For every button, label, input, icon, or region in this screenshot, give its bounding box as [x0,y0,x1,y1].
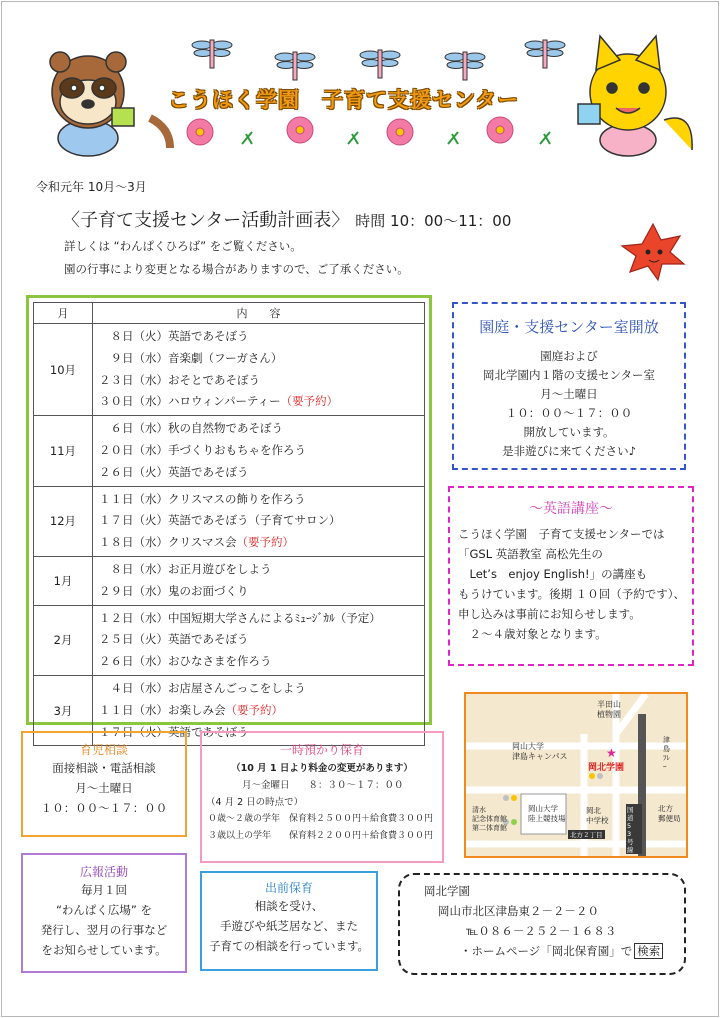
event-text: ８日（火）英語であそぼう [99,329,249,343]
kouho-line: をお知らせしています。 [41,943,167,957]
col-content-header: 内 容 [93,303,425,324]
map-label: 北方２丁目 [570,831,603,839]
map-school-label: 岡北学園 [588,763,625,773]
schedule-table [33,302,425,746]
banner-title [168,84,519,114]
ikuji-line: １０：００～１７：００ [40,801,168,815]
map-label: 北方 郵便局 [658,804,681,823]
note-line-2: 園の行事により変更となる場合がありますので、ご了承ください。 [64,262,409,276]
english-line: もうけています。後期 １０回（予約です）、 [458,587,685,601]
event-text: ８日（水）お正月遊びをしよう [99,561,272,576]
school-address: 岡山市北区津島東２－２－２０ [438,904,599,918]
event-text: １２日（水）中国短期大学さんによるﾐｭｰｼﾞｶﾙ（予定） [99,610,381,625]
demae-line: 手遊びや紙芝居など、また [220,919,358,933]
map-label: 国道53号線 [627,806,634,854]
month-cell: 2月 [34,605,93,675]
schedule-month-row [34,324,425,416]
event-item [99,700,424,722]
event-text: １８日（水）クリスマス会 [99,535,237,550]
event-text: ２０日（水）手づくりおもちゃを作ろう [99,442,306,457]
page-title [62,206,511,232]
pr-activities-title: 広報活動 [79,865,128,879]
garden-line: 是非遊びに来てください♪ [502,444,636,458]
dragonfly-icon [192,40,565,80]
cosmos-flowers-icon [187,117,550,145]
english-line: 「GSL 英語教室 高松先生の [458,547,603,561]
event-text: ２６日（水）おひなさまを作ろう [99,654,272,669]
pr-activities-box [21,853,187,973]
event-text: １７日（火）英語であそぼう（子育てサロン） [99,513,341,528]
event-item [99,651,424,673]
event-item [99,532,424,554]
event-item [99,391,424,413]
schedule-month-row [34,416,425,486]
temporary-care-title: 一時預かり保育 [279,743,364,757]
note-line-1: 詳しくは “わんぱくひろば” をご覧ください。 [64,239,302,253]
event-item [99,418,424,440]
map-label: 岡山大学 津島キャンパス [512,742,568,761]
demae-line: 相談を受け、 [254,899,324,913]
demae-line: 子育ての相談を行っています。 [208,939,370,953]
schedule-month-row [34,605,425,675]
event-item [99,348,424,370]
banner-title-center: 子育て支援センター [322,88,520,112]
month-cell: 1月 [34,556,93,605]
maple-leaf-icon [618,222,688,282]
events-cell [93,324,425,416]
temporary-care-fee: ３歳以上の学年 保育料２２００円＋給食費３００円 [208,831,434,841]
english-line: Let’s enjoy English!」の講座も [458,567,648,581]
star-icon: ★ [606,746,617,760]
events-cell [93,556,425,605]
event-item [99,440,424,462]
month-cell: 3月 [34,675,93,745]
english-course-title: ～英語講座～ [529,501,613,517]
schedule-header-row [34,303,425,324]
events-cell [93,605,425,675]
event-item [99,608,424,630]
kouho-line: “わんぱく広場” を [55,903,153,917]
event-text: １７日（火）英語であそぼう [99,724,249,739]
reservation-required-note: （要予約） [280,394,339,409]
event-text: ６日（水）秋の自然物であそぼう [99,421,283,436]
heading-time: 時間 10：00～11：00 [355,212,512,230]
period-label: 令和元年 10月～3月 [36,180,147,194]
schedule-month-row [34,556,425,605]
fox-character-icon [578,36,692,156]
search-label: 検索 [634,943,663,959]
garden-open-box [452,302,686,470]
event-item [99,678,424,700]
english-course-box [448,486,694,666]
event-text: ２６日（火）英語であそぼう [99,464,249,479]
event-text: １１日（水）クリスマスの飾りを作ろう [99,491,306,506]
event-item [99,559,424,581]
map-label: 清水 記念体育館 第二体育館 [472,806,507,832]
reservation-required-note: （要予約） [225,702,283,717]
temporary-care-fee: ０歳～２歳の学年 保育料２５００円＋給食費３００円 [208,814,434,824]
map-label: 半田山 植物園 [597,700,621,719]
event-text: １１日（水）お楽しみ会 [99,702,226,717]
english-line: こうほく学園 子育て支援センターでは [458,527,665,541]
temporary-care-hours: 月～金曜日 ８：３０～１７：００ [242,780,404,791]
event-item [99,510,424,532]
event-text: ９日（水）音楽劇（フーガさん） [99,350,283,365]
heading-title: 〈子育て支援センター活動計画表〉 [62,210,350,231]
english-line: ２～４歳対象となります。 [458,627,607,641]
parenting-consultation-box [21,731,187,837]
event-text: ２５日（火）英語であそぼう [99,632,249,647]
garden-line: 園庭および [540,349,598,363]
garden-line: １０：００～１７：００ [505,406,633,420]
month-cell: 11月 [34,416,93,486]
homepage-text: ・ホームページ「岡北保育園」で [460,944,633,958]
event-item [99,462,424,484]
event-item [99,326,424,348]
event-item [99,629,424,651]
parenting-consultation-title: 育児相談 [79,743,128,757]
english-line: 申し込みは事前にお知らせします。 [458,607,641,621]
garden-line: 月～土曜日 [540,387,598,401]
ikuji-line: 月～土曜日 [75,781,133,795]
map-label: 岡山大学 陸上競技場 [528,804,566,823]
events-cell [93,416,425,486]
temporary-care-box [200,731,444,863]
kouho-line: 発行し、翌月の行事など [40,923,168,937]
event-text: ４日（水）お店屋さんごっこをしよう [99,680,306,695]
events-cell [93,486,425,556]
address-box [398,873,686,975]
school-phone: ℡０８６－２５２－１６８３ [466,924,617,938]
event-item [99,489,424,511]
reservation-required-note: （要予約） [236,535,295,550]
tanuki-character-icon [50,52,170,156]
month-cell: 12月 [34,486,93,556]
temporary-care-asof: （4 月 2 日の時点で） [206,797,304,808]
garden-open-title: 園庭・支援センター室開放 [479,318,659,336]
month-cell: 10月 [34,324,93,416]
map-label: 津島ﾌﾚｰ [663,736,670,771]
kouho-line: 毎月１回 [81,883,127,897]
school-name: 岡北学園 [424,884,470,898]
outreach-care-title: 出前保育 [264,881,313,895]
event-item [99,370,424,392]
map-label: 岡北 中学校 [586,806,609,825]
garden-line: 岡北学園内１階の支援センター室 [482,368,656,382]
outreach-care-box [200,871,378,971]
schedule-frame [26,295,432,739]
ikuji-line: 面接相談・電話相談 [52,761,156,775]
schedule-month-row [34,486,425,556]
event-item [99,581,424,603]
event-text: ２９日（水）鬼のお面づくり [99,583,249,598]
col-month-header: 月 [34,303,93,324]
garden-line: 開放しています。 [523,425,615,439]
event-text: ２３日（水）おそとであそぼう [99,372,260,387]
temporary-care-notice: （10 月 1 日より料金の変更があります） [231,763,413,774]
banner-title-school: こうほく学園 [168,88,300,112]
access-map [464,692,688,858]
event-text: ３０日（水）ハロウィンパーティー [99,394,281,409]
homepage-note [400,941,684,961]
